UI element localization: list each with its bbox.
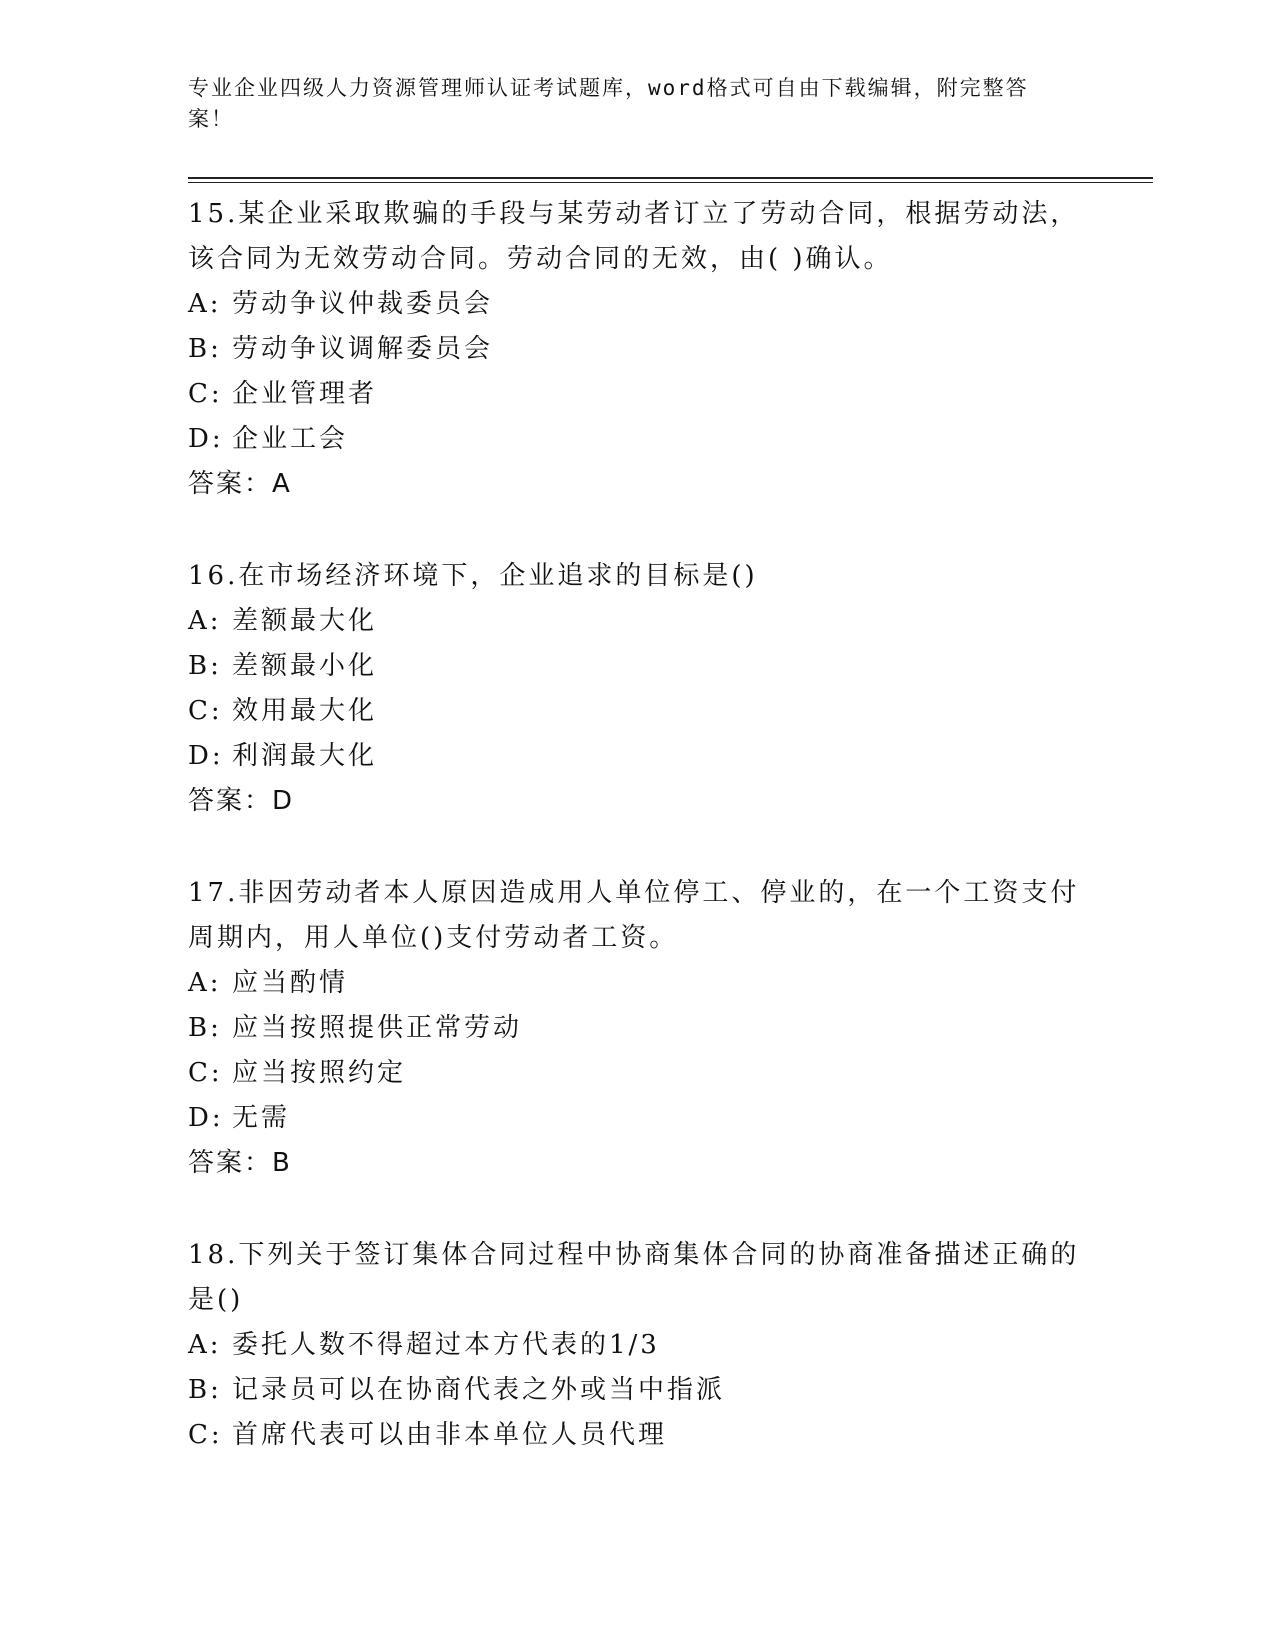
option-c xyxy=(188,1413,1088,1458)
option-text: 效用最大化 xyxy=(232,696,378,726)
option-b xyxy=(188,1368,1088,1413)
question-text: 15.某企业采取欺骗的手段与某劳动者订立了劳动合同，根据劳动法，该合同为无效劳动合同。劳动合同的无效，由( )确认。 xyxy=(188,199,1080,274)
option-key: C: xyxy=(188,1058,223,1088)
header-rule-thin xyxy=(188,182,1153,183)
option-key: D: xyxy=(188,424,224,454)
option-a xyxy=(188,599,1088,644)
answer-line: 答案：A xyxy=(188,469,292,499)
option-text: 应当酌情 xyxy=(232,968,349,998)
option-text: 劳动争议调解委员会 xyxy=(232,334,494,364)
option-text: 劳动争议仲裁委员会 xyxy=(232,289,494,319)
option-d xyxy=(188,1096,1088,1141)
option-key: D: xyxy=(188,741,224,771)
option-key: A: xyxy=(188,289,222,319)
option-text: 委托人数不得超过本方代表的1/3 xyxy=(232,1330,660,1360)
option-key: C: xyxy=(188,696,223,726)
question-16 xyxy=(188,554,1088,824)
option-key: B: xyxy=(188,1013,222,1043)
option-key: C: xyxy=(188,1420,223,1450)
option-text: 差额最小化 xyxy=(232,651,378,681)
option-d xyxy=(188,417,1088,462)
option-a xyxy=(188,282,1088,327)
option-c xyxy=(188,1051,1088,1096)
option-d xyxy=(188,734,1088,779)
option-text: 利润最大化 xyxy=(232,741,378,771)
option-b xyxy=(188,327,1088,372)
option-text: 应当按照约定 xyxy=(232,1058,407,1088)
option-key: B: xyxy=(188,651,222,681)
option-a xyxy=(188,961,1088,1006)
option-key: A: xyxy=(188,968,222,998)
option-key: A: xyxy=(188,606,222,636)
option-key: B: xyxy=(188,334,222,364)
question-text: 18.下列关于签订集体合同过程中协商集体合同的协商准备描述正确的是() xyxy=(188,1240,1080,1315)
option-b xyxy=(188,644,1088,689)
header-rule-thick xyxy=(188,177,1153,179)
document-header: 专业企业四级人力资源管理师认证考试题库，word格式可自由下载编辑，附完整答案！ xyxy=(188,76,1029,131)
option-text: 应当按照提供正常劳动 xyxy=(232,1013,523,1043)
option-key: C: xyxy=(188,379,223,409)
option-text: 记录员可以在协商代表之外或当中指派 xyxy=(232,1375,726,1405)
question-15 xyxy=(188,192,1088,507)
question-17 xyxy=(188,871,1088,1186)
question-text: 17.非因劳动者本人原因造成用人单位停工、停业的，在一个工资支付周期内，用人单位()支付劳动者工资。 xyxy=(188,878,1080,953)
option-b xyxy=(188,1006,1088,1051)
option-text: 企业管理者 xyxy=(232,379,378,409)
option-text: 差额最大化 xyxy=(232,606,378,636)
question-18 xyxy=(188,1233,1088,1458)
option-key: B: xyxy=(188,1375,222,1405)
option-key: A: xyxy=(188,1330,222,1360)
option-c xyxy=(188,689,1088,734)
option-text: 首席代表可以由非本单位人员代理 xyxy=(232,1420,668,1450)
question-list xyxy=(188,192,1088,1505)
option-c xyxy=(188,372,1088,417)
option-text: 无需 xyxy=(232,1103,291,1133)
answer-line: 答案：D xyxy=(188,786,295,816)
option-a xyxy=(188,1323,1088,1368)
option-text: 企业工会 xyxy=(232,424,349,454)
question-text: 16.在市场经济环境下，企业追求的目标是() xyxy=(188,561,758,591)
answer-line: 答案：B xyxy=(188,1148,292,1178)
option-key: D: xyxy=(188,1103,224,1133)
